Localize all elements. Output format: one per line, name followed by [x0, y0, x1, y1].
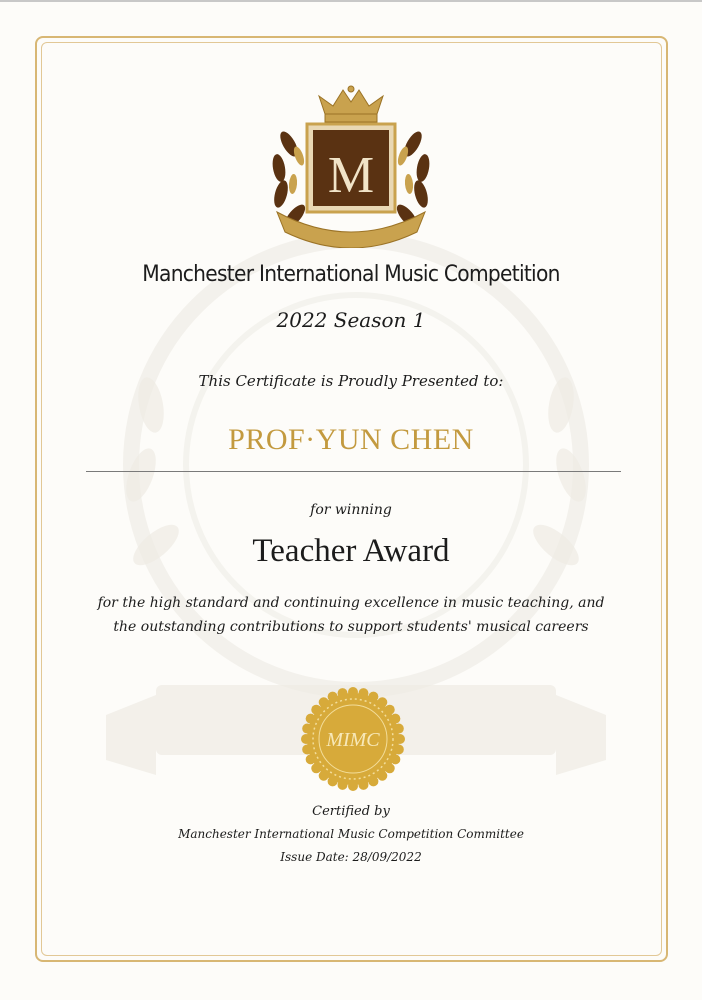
seal-monogram: MIMC: [326, 729, 380, 751]
for-winning-text: for winning: [310, 502, 392, 518]
recipient-name: PROF·YUN CHEN: [228, 423, 474, 456]
award-title: Teacher Award: [252, 533, 450, 569]
name-underline: [86, 471, 621, 472]
description-line-1: for the high standard and continuing excellence in music teaching, and: [97, 595, 605, 611]
description-line-2: the outstanding contributions to support students' musical careers: [113, 619, 589, 635]
issue-date: Issue Date: 28/09/2022: [280, 850, 422, 864]
presented-to-text: This Certificate is Proudly Presented to:: [198, 372, 504, 390]
award-description: [0, 591, 702, 639]
crest-letter: M: [327, 147, 375, 204]
season-label: 2022 Season 1: [276, 308, 426, 332]
certified-by-label: Certified by: [312, 804, 390, 819]
gold-seal-icon: [300, 686, 406, 792]
top-divider: [0, 0, 702, 2]
committee-name: Manchester International Music Competition Committee: [178, 827, 524, 841]
crest-emblem-icon: [267, 84, 435, 248]
competition-title: Manchester International Music Competition: [142, 262, 560, 287]
crown-icon: [319, 86, 383, 122]
